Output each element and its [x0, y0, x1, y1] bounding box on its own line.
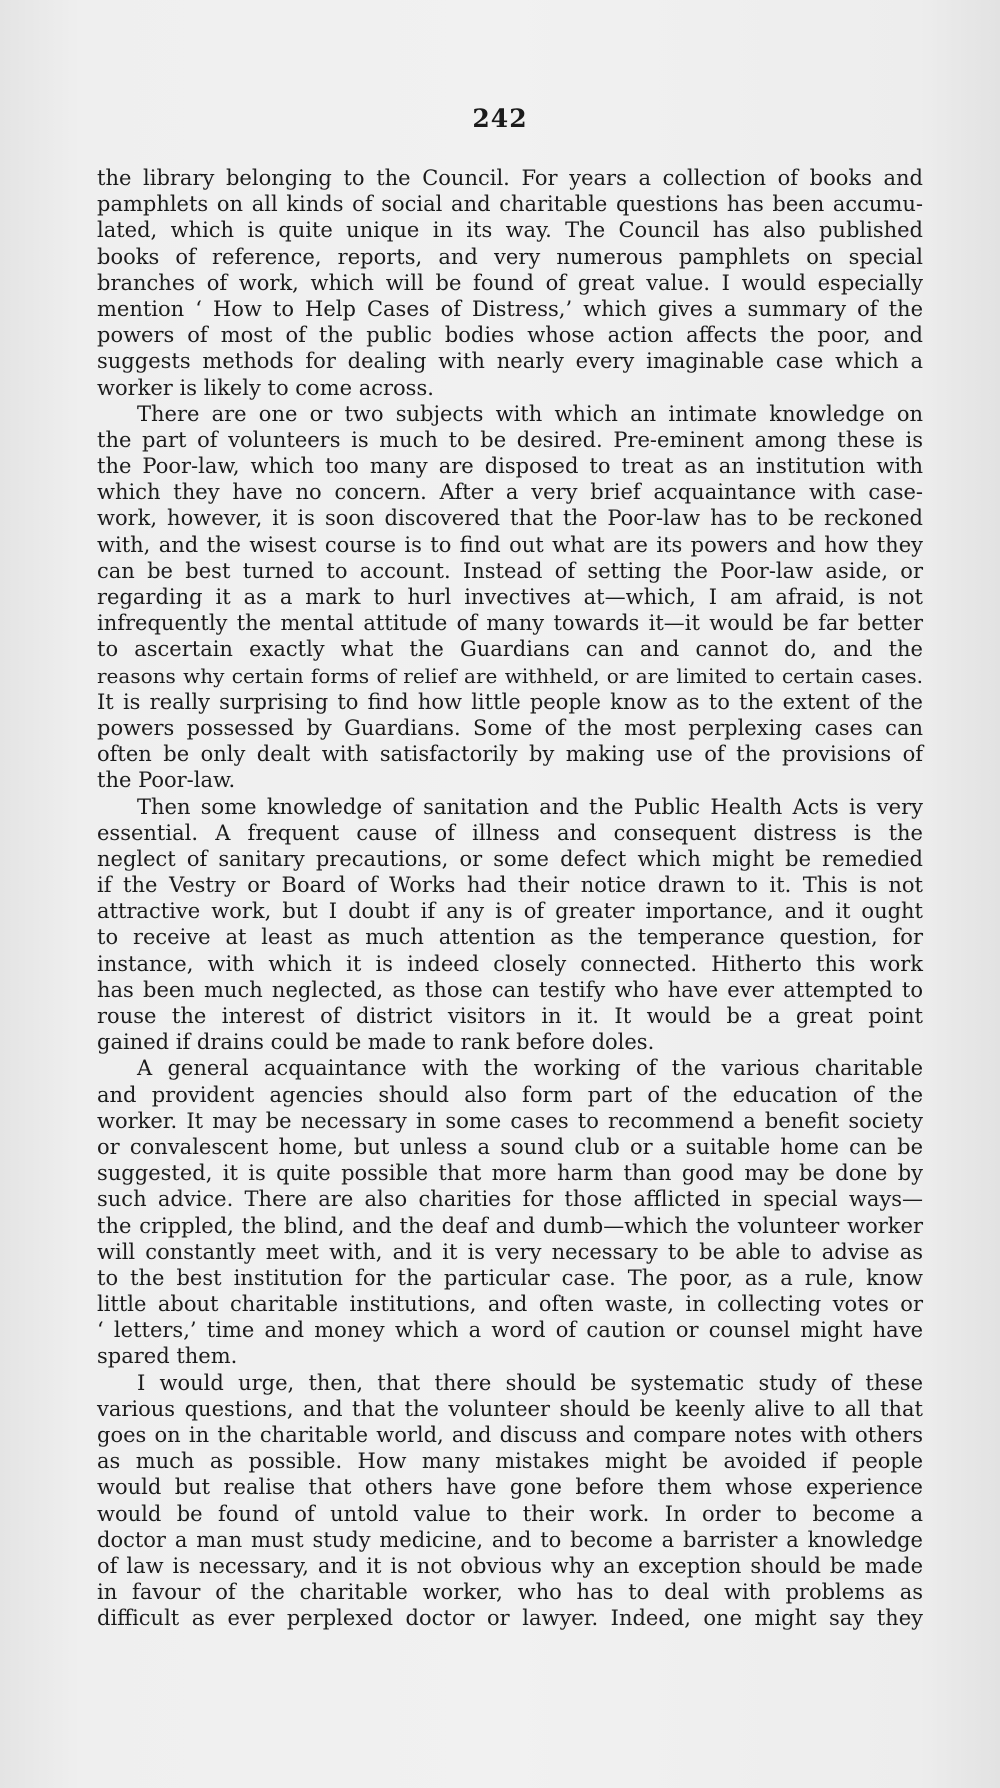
text-line: regarding it as a mark to hurl invectives at—which, I am afraid, is not — [97, 585, 923, 609]
text-line: to the best institution for the particular case. The poor, as a rule, know — [97, 1265, 923, 1290]
text-line: goes on in the charitable world, and discuss and compare notes with others — [97, 1423, 923, 1447]
text-line: attractive work, but I doubt if any is of greater importance, and it ought — [97, 899, 923, 924]
text-line: lated, which is quite unique in its way. The Council has also published — [97, 218, 923, 243]
paragraph-first-line: I would urge, then, that there should be systematic study of these — [137, 1370, 923, 1395]
text-line: with, and the wisest course is to find out what are its powers and how they — [97, 532, 923, 557]
text-line: essential. A frequent cause of illness and consequent distress is the — [97, 820, 923, 845]
text-line: would but realise that others have gone before them whose experience — [97, 1475, 923, 1500]
text-line: the library belonging to the Council. For years a collection of books and — [97, 166, 923, 190]
text-line: as much as possible. How many mistakes might be avoided if people — [97, 1449, 923, 1474]
text-line: the part of volunteers is much to be desired. Pre-eminent among these is — [97, 427, 923, 452]
text-line: often be only dealt with satisfactorily by making use of the provisions of — [97, 742, 923, 767]
text-line: worker. It may be necessary in some cases to recommend a benefit society — [97, 1108, 923, 1133]
text-line: doctor a man must study medicine, and to become a barrister a knowledge — [97, 1527, 923, 1552]
text-line: has been much neglected, as those can testify who have ever attempted to — [97, 977, 923, 1002]
text-line: suggested, it is quite possible that more harm than good may be done by — [97, 1161, 923, 1186]
text-line: if the Vestry or Board of Works had their notice drawn to it. This is not — [97, 873, 923, 898]
text-line: can be best turned to account. Instead of setting the Poor-law aside, or — [97, 558, 923, 583]
text-line: suggests methods for dealing with nearly every imaginable case which a — [97, 349, 923, 374]
text-line: neglect of sanitary precautions, or some defect which might be remedied — [97, 846, 923, 871]
text-line: to ascertain exactly what the Guardians can and cannot do, and the — [97, 637, 923, 662]
text-line: the crippled, the blind, and the deaf and dumb—which the volunteer worker — [97, 1213, 923, 1238]
text-line: various questions, and that the volunteer should be keenly alive to all that — [97, 1396, 923, 1421]
text-line: pamphlets on all kinds of social and charitable questions has been accumu- — [97, 192, 923, 217]
text-line: It is really surprising to find how little people know as to the extent of the — [97, 689, 923, 714]
text-line: mention ‘ How to Help Cases of Distress,’ which gives a summary of the — [97, 296, 923, 321]
text-line: branches of work, which will be found of great value. I would especially — [97, 270, 923, 295]
text-line: such advice. There are also charities for those afflicted in special ways— — [97, 1187, 923, 1212]
text-line: the Poor-law. — [97, 768, 236, 793]
text-line: in favour of the charitable worker, who has to deal with problems as — [97, 1580, 923, 1605]
text-line: books of reference, reports, and very numerous pamphlets on special — [97, 244, 923, 269]
paragraph-first-line: There are one or two subjects with which an intimate knowledge on — [137, 401, 923, 426]
page-number: 242 — [472, 104, 528, 133]
text-line: or convalescent home, but unless a sound club or a suitable home can be — [97, 1134, 923, 1159]
text-line: which they have no concern. After a very brief acquaintance with case- — [97, 480, 923, 505]
text-line: and provident agencies should also form part of the education of the — [97, 1082, 923, 1107]
text-line: rouse the interest of district visitors in it. It would be a great point — [97, 1004, 923, 1028]
text-line: will constantly meet with, and it is very necessary to be able to advise as — [97, 1239, 923, 1264]
text-line: of law is necessary, and it is not obvious why an exception should be made — [97, 1553, 923, 1578]
text-line: spared them. — [97, 1344, 238, 1369]
text-line: to receive at least as much attention as the temperance question, for — [97, 925, 923, 950]
text-line: reasons why certain forms of relief are withheld, or are limited to certain cases. — [97, 663, 923, 688]
text-line: powers of most of the public bodies whose action affects the poor, and — [97, 323, 923, 348]
text-line: would be found of untold value to their work. In order to become a — [97, 1501, 923, 1526]
text-line: the Poor-law, which too many are disposed to treat as an institution with — [97, 454, 923, 479]
text-line: gained if drains could be made to rank before doles. — [97, 1030, 655, 1055]
paragraph-first-line: A general acquaintance with the working of the various charitable — [137, 1056, 923, 1081]
body-text — [97, 165, 923, 1632]
text-line: little about charitable institutions, and often waste, in collecting votes or — [97, 1292, 923, 1317]
text-line: worker is likely to come across. — [97, 375, 434, 400]
text-line: infrequently the mental attitude of many towards it—it would be far better — [97, 611, 923, 636]
text-line: ‘ letters,’ time and money which a word of caution or counsel might have — [97, 1318, 923, 1343]
text-line: work, however, it is soon discovered that the Poor-law has to be reckoned — [97, 506, 923, 531]
text-line: instance, with which it is indeed closely connected. Hitherto this work — [97, 951, 923, 976]
text-line: powers possessed by Guardians. Some of the most perplexing cases can — [97, 715, 923, 740]
text-line: difficult as ever perplexed doctor or lawyer. Indeed, one might say they — [97, 1606, 923, 1631]
paragraph-first-line: Then some knowledge of sanitation and the Public Health Acts is very — [137, 794, 923, 819]
